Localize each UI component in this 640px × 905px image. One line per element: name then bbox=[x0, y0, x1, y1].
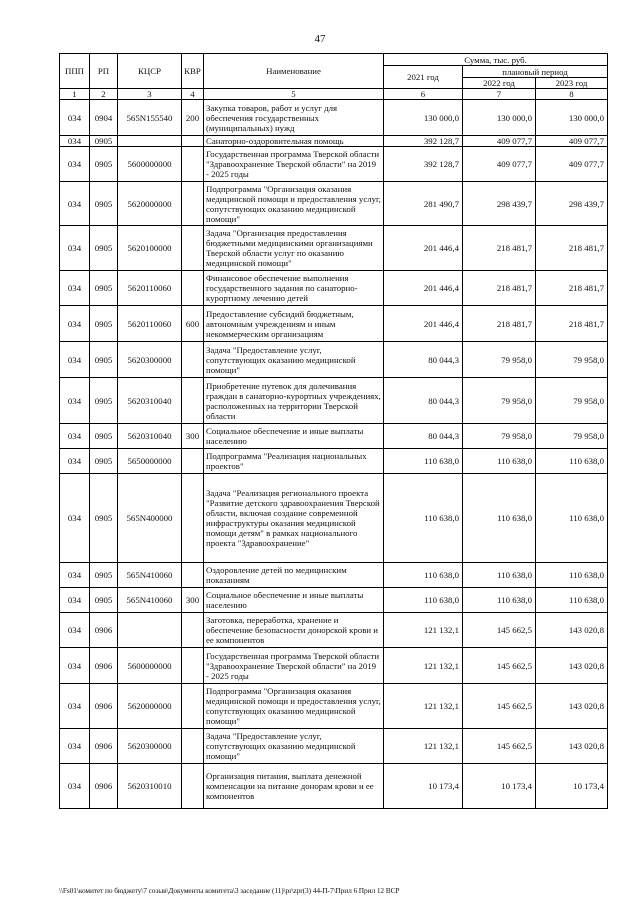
header-planning-period: плановый период bbox=[463, 66, 608, 78]
cell-amount-2021: 392 128,7 bbox=[384, 147, 463, 182]
cell-name: Государственная программа Тверской области "Здравоохранение Тверской области" на 2019 - 2025 годы bbox=[204, 648, 384, 684]
cell-ppp: 034 bbox=[60, 449, 90, 474]
cell-kcsr: 5600000000 bbox=[118, 147, 182, 182]
cell-kvr bbox=[182, 449, 204, 474]
cell-ppp: 034 bbox=[60, 424, 90, 449]
column-index: 8 bbox=[536, 89, 608, 100]
cell-ppp: 034 bbox=[60, 474, 90, 563]
cell-kvr bbox=[182, 474, 204, 563]
cell-ppp: 034 bbox=[60, 136, 90, 147]
cell-name: Подпрограмма "Реализация национальных проектов" bbox=[204, 449, 384, 474]
cell-name: Социальное обеспечение и иные выплаты населению bbox=[204, 424, 384, 449]
cell-amount-2023: 130 000,0 bbox=[536, 100, 608, 136]
cell-amount-2021: 121 132,1 bbox=[384, 729, 463, 764]
budget-table bbox=[59, 53, 608, 809]
cell-kcsr bbox=[118, 613, 182, 648]
cell-ppp: 034 bbox=[60, 147, 90, 182]
header-year-2023: 2023 год bbox=[536, 78, 608, 89]
cell-rp: 0905 bbox=[90, 563, 118, 588]
cell-amount-2021: 121 132,1 bbox=[384, 613, 463, 648]
cell-amount-2022: 218 481,7 bbox=[463, 306, 536, 342]
cell-amount-2021: 121 132,1 bbox=[384, 684, 463, 729]
cell-amount-2022: 409 077,7 bbox=[463, 147, 536, 182]
cell-amount-2021: 110 638,0 bbox=[384, 588, 463, 613]
cell-name: Задача "Организация предоставления бюджетными медицинскими организациями Тверской области услуг по оказанию медицинской помощи" bbox=[204, 226, 384, 271]
header-year-2021: 2021 год bbox=[384, 66, 463, 89]
cell-amount-2023: 409 077,7 bbox=[536, 147, 608, 182]
table-row bbox=[60, 136, 608, 147]
cell-amount-2023: 110 638,0 bbox=[536, 563, 608, 588]
cell-kcsr: 5650000000 bbox=[118, 449, 182, 474]
cell-name: Предоставление субсидий бюджетным, автономным учреждениям и иным некоммерческим организациям bbox=[204, 306, 384, 342]
column-index: 6 bbox=[384, 89, 463, 100]
cell-amount-2022: 110 638,0 bbox=[463, 563, 536, 588]
cell-amount-2022: 145 662,5 bbox=[463, 648, 536, 684]
cell-rp: 0904 bbox=[90, 100, 118, 136]
cell-ppp: 034 bbox=[60, 378, 90, 424]
cell-amount-2022: 145 662,5 bbox=[463, 729, 536, 764]
cell-kcsr: 5620100000 bbox=[118, 226, 182, 271]
cell-kvr: 300 bbox=[182, 424, 204, 449]
cell-kcsr bbox=[118, 136, 182, 147]
cell-amount-2021: 392 128,7 bbox=[384, 136, 463, 147]
cell-kvr bbox=[182, 648, 204, 684]
cell-rp: 0906 bbox=[90, 648, 118, 684]
cell-ppp: 034 bbox=[60, 613, 90, 648]
cell-kvr bbox=[182, 271, 204, 306]
cell-amount-2022: 218 481,7 bbox=[463, 271, 536, 306]
cell-kvr bbox=[182, 563, 204, 588]
cell-rp: 0906 bbox=[90, 613, 118, 648]
cell-amount-2023: 218 481,7 bbox=[536, 306, 608, 342]
cell-name: Заготовка, переработка, хранение и обеспечение безопасности донорской крови и ее компонентов bbox=[204, 613, 384, 648]
cell-amount-2022: 110 638,0 bbox=[463, 449, 536, 474]
cell-amount-2023: 218 481,7 bbox=[536, 271, 608, 306]
cell-amount-2023: 110 638,0 bbox=[536, 474, 608, 563]
cell-rp: 0906 bbox=[90, 684, 118, 729]
cell-amount-2022: 145 662,5 bbox=[463, 613, 536, 648]
cell-amount-2023: 298 439,7 bbox=[536, 182, 608, 226]
cell-amount-2022: 145 662,5 bbox=[463, 684, 536, 729]
cell-rp: 0905 bbox=[90, 147, 118, 182]
cell-rp: 0905 bbox=[90, 271, 118, 306]
cell-kcsr: 5620310010 bbox=[118, 764, 182, 809]
cell-kcsr: 5620110060 bbox=[118, 271, 182, 306]
cell-amount-2021: 201 446,4 bbox=[384, 271, 463, 306]
cell-kvr bbox=[182, 342, 204, 378]
cell-kvr bbox=[182, 378, 204, 424]
cell-amount-2023: 79 958,0 bbox=[536, 378, 608, 424]
table-row bbox=[60, 563, 608, 588]
table-row bbox=[60, 729, 608, 764]
cell-ppp: 034 bbox=[60, 684, 90, 729]
cell-amount-2021: 130 000,0 bbox=[384, 100, 463, 136]
column-index: 1 bbox=[60, 89, 90, 100]
header-ppp: ППП bbox=[60, 54, 90, 89]
header-kcsr: КЦСР bbox=[118, 54, 182, 89]
table-row bbox=[60, 449, 608, 474]
cell-kvr bbox=[182, 136, 204, 147]
column-index-row bbox=[60, 89, 608, 100]
cell-kcsr: 5620300000 bbox=[118, 729, 182, 764]
cell-amount-2022: 110 638,0 bbox=[463, 588, 536, 613]
cell-name: Организация питания, выплата денежной компенсации на питание донорам крови и ее компонентов bbox=[204, 764, 384, 809]
cell-name: Государственная программа Тверской области "Здравоохранение Тверской области" на 2019 - 2025 годы bbox=[204, 147, 384, 182]
table-row bbox=[60, 100, 608, 136]
cell-ppp: 034 bbox=[60, 729, 90, 764]
cell-kcsr: 5600000000 bbox=[118, 648, 182, 684]
cell-kvr bbox=[182, 613, 204, 648]
cell-kcsr: 565N410060 bbox=[118, 588, 182, 613]
table-row bbox=[60, 147, 608, 182]
cell-amount-2023: 79 958,0 bbox=[536, 424, 608, 449]
column-index: 2 bbox=[90, 89, 118, 100]
cell-kvr bbox=[182, 764, 204, 809]
table-row bbox=[60, 613, 608, 648]
cell-amount-2022: 10 173,4 bbox=[463, 764, 536, 809]
cell-rp: 0905 bbox=[90, 588, 118, 613]
cell-name: Подпрограмма "Организация оказания медицинской помощи и предоставления услуг, сопутствующих оказанию медицинской помощи" bbox=[204, 182, 384, 226]
cell-ppp: 034 bbox=[60, 306, 90, 342]
cell-amount-2021: 110 638,0 bbox=[384, 563, 463, 588]
table-row bbox=[60, 424, 608, 449]
cell-amount-2022: 79 958,0 bbox=[463, 378, 536, 424]
cell-amount-2023: 143 020,8 bbox=[536, 613, 608, 648]
header-sum-title: Сумма, тыс. руб. bbox=[384, 54, 608, 66]
table-row bbox=[60, 588, 608, 613]
table-row bbox=[60, 764, 608, 809]
cell-rp: 0905 bbox=[90, 424, 118, 449]
cell-amount-2022: 79 958,0 bbox=[463, 424, 536, 449]
header-rp: РП bbox=[90, 54, 118, 89]
cell-kvr: 300 bbox=[182, 588, 204, 613]
cell-amount-2022: 130 000,0 bbox=[463, 100, 536, 136]
cell-kcsr: 5620000000 bbox=[118, 684, 182, 729]
cell-name: Финансовое обеспечение выполнения государственного задания по санаторно-курортному лечению детей bbox=[204, 271, 384, 306]
cell-kcsr: 565N155540 bbox=[118, 100, 182, 136]
table-row bbox=[60, 378, 608, 424]
cell-name: Социальное обеспечение и иные выплаты населению bbox=[204, 588, 384, 613]
table-body bbox=[60, 100, 608, 809]
column-index: 3 bbox=[118, 89, 182, 100]
header-kvr: КВР bbox=[182, 54, 204, 89]
cell-rp: 0905 bbox=[90, 474, 118, 563]
table-row bbox=[60, 684, 608, 729]
cell-kvr bbox=[182, 147, 204, 182]
cell-rp: 0905 bbox=[90, 306, 118, 342]
file-path-footer: \\Fs01\комитет по бюджету\7 созыв\Документы комитета\3 заседание (11)\pr\zpr(3) 44-П-7\Прил 6 Прил 12 ВСР bbox=[59, 886, 400, 895]
table-row bbox=[60, 342, 608, 378]
cell-amount-2021: 80 044,3 bbox=[384, 378, 463, 424]
cell-name: Задача "Реализация регионального проекта "Развитие детского здравоохранения Тверской области, включая создание современной инфраструктуры оказания медицинской помощи детям" в рамках национального проекта "Здравоохранение" bbox=[204, 474, 384, 563]
cell-rp: 0905 bbox=[90, 182, 118, 226]
cell-kcsr: 5620310040 bbox=[118, 378, 182, 424]
header-year-2022: 2022 год bbox=[463, 78, 536, 89]
cell-kvr: 200 bbox=[182, 100, 204, 136]
cell-ppp: 034 bbox=[60, 100, 90, 136]
cell-amount-2023: 10 173,4 bbox=[536, 764, 608, 809]
cell-rp: 0905 bbox=[90, 226, 118, 271]
table-header bbox=[60, 54, 608, 100]
cell-name: Подпрограмма "Организация оказания медицинской помощи и предоставления услуг, сопутствующих оказанию медицинской помощи" bbox=[204, 684, 384, 729]
cell-amount-2022: 298 439,7 bbox=[463, 182, 536, 226]
cell-amount-2023: 110 638,0 bbox=[536, 449, 608, 474]
cell-name: Санаторно-оздоровительная помощь bbox=[204, 136, 384, 147]
cell-rp: 0905 bbox=[90, 449, 118, 474]
cell-kcsr: 565N400000 bbox=[118, 474, 182, 563]
cell-ppp: 034 bbox=[60, 764, 90, 809]
cell-amount-2023: 143 020,8 bbox=[536, 729, 608, 764]
page-number: 47 bbox=[314, 33, 326, 45]
cell-kcsr: 5620110060 bbox=[118, 306, 182, 342]
cell-ppp: 034 bbox=[60, 226, 90, 271]
cell-amount-2021: 10 173,4 bbox=[384, 764, 463, 809]
table-row bbox=[60, 474, 608, 563]
cell-name: Приобретение путевок для долечивания граждан в санаторно-курортных учреждениях, расположенных на территории Тверской области bbox=[204, 378, 384, 424]
cell-amount-2021: 80 044,3 bbox=[384, 342, 463, 378]
cell-amount-2023: 110 638,0 bbox=[536, 588, 608, 613]
table-row bbox=[60, 648, 608, 684]
cell-name: Задача "Предоставление услуг, сопутствующих оказанию медицинской помощи" bbox=[204, 342, 384, 378]
cell-name: Задача "Предоставление услуг, сопутствующих оказанию медицинской помощи" bbox=[204, 729, 384, 764]
cell-kvr bbox=[182, 182, 204, 226]
cell-amount-2023: 143 020,8 bbox=[536, 648, 608, 684]
cell-rp: 0905 bbox=[90, 378, 118, 424]
cell-rp: 0906 bbox=[90, 729, 118, 764]
cell-amount-2021: 110 638,0 bbox=[384, 449, 463, 474]
cell-rp: 0905 bbox=[90, 342, 118, 378]
table-row bbox=[60, 182, 608, 226]
cell-amount-2021: 201 446,4 bbox=[384, 226, 463, 271]
header-name: Наименование bbox=[204, 54, 384, 89]
column-index: 7 bbox=[463, 89, 536, 100]
cell-ppp: 034 bbox=[60, 648, 90, 684]
cell-ppp: 034 bbox=[60, 563, 90, 588]
cell-kvr bbox=[182, 226, 204, 271]
cell-amount-2022: 218 481,7 bbox=[463, 226, 536, 271]
cell-rp: 0905 bbox=[90, 136, 118, 147]
column-index: 4 bbox=[182, 89, 204, 100]
cell-amount-2021: 281 490,7 bbox=[384, 182, 463, 226]
cell-ppp: 034 bbox=[60, 588, 90, 613]
table-row bbox=[60, 226, 608, 271]
cell-ppp: 034 bbox=[60, 342, 90, 378]
cell-amount-2023: 218 481,7 bbox=[536, 226, 608, 271]
cell-amount-2022: 409 077,7 bbox=[463, 136, 536, 147]
cell-kvr bbox=[182, 729, 204, 764]
table-row bbox=[60, 306, 608, 342]
cell-kvr bbox=[182, 684, 204, 729]
cell-kcsr: 5620310040 bbox=[118, 424, 182, 449]
cell-kvr: 600 bbox=[182, 306, 204, 342]
column-index: 5 bbox=[204, 89, 384, 100]
cell-kcsr: 5620000000 bbox=[118, 182, 182, 226]
cell-kcsr: 5620300000 bbox=[118, 342, 182, 378]
cell-amount-2022: 110 638,0 bbox=[463, 474, 536, 563]
cell-amount-2023: 143 020,8 bbox=[536, 684, 608, 729]
cell-amount-2021: 201 446,4 bbox=[384, 306, 463, 342]
table-row bbox=[60, 271, 608, 306]
cell-kcsr: 565N410060 bbox=[118, 563, 182, 588]
cell-rp: 0906 bbox=[90, 764, 118, 809]
cell-name: Закупка товаров, работ и услуг для обеспечения государственных (муниципальных) нужд bbox=[204, 100, 384, 136]
cell-amount-2023: 409 077,7 bbox=[536, 136, 608, 147]
cell-ppp: 034 bbox=[60, 182, 90, 226]
cell-ppp: 034 bbox=[60, 271, 90, 306]
cell-amount-2023: 79 958,0 bbox=[536, 342, 608, 378]
cell-amount-2021: 80 044,3 bbox=[384, 424, 463, 449]
cell-amount-2022: 79 958,0 bbox=[463, 342, 536, 378]
cell-amount-2021: 110 638,0 bbox=[384, 474, 463, 563]
cell-name: Оздоровление детей по медицинским показаниям bbox=[204, 563, 384, 588]
cell-amount-2021: 121 132,1 bbox=[384, 648, 463, 684]
